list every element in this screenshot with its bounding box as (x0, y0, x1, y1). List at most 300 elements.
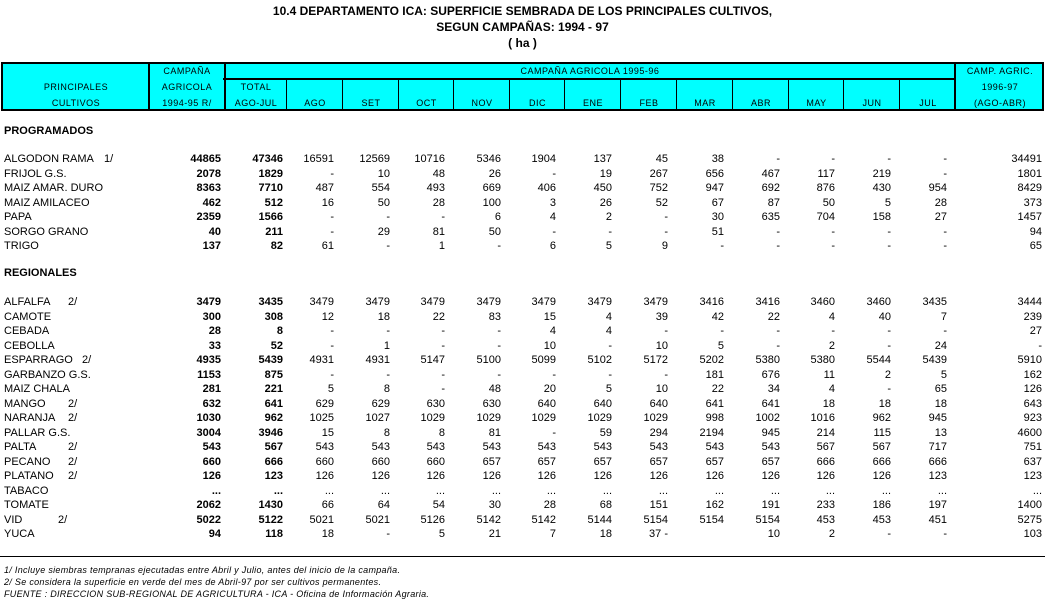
cell-value: - (943, 167, 947, 180)
cell-value: - (441, 383, 445, 395)
crop-name: ALFALFA (4, 296, 51, 308)
header-month-ene: ENE (582, 98, 603, 108)
cell-value: 666 (928, 455, 947, 468)
cell-value: 24 (934, 339, 947, 352)
cell-value: 137 (202, 240, 221, 252)
cell-value: - (720, 325, 724, 337)
table-row (0, 441, 1045, 455)
cell-value: - (552, 426, 556, 439)
cell-value: 5172 (643, 354, 668, 366)
cell-value: - (441, 211, 445, 223)
cell-value: - (441, 368, 445, 381)
table-row (0, 514, 1045, 528)
cell-value: 197 (928, 499, 947, 511)
cell-value: 19 (599, 167, 612, 180)
cell-value: 453 (816, 513, 835, 526)
header-month-may: MAY (806, 98, 827, 108)
cell-value: 1016 (810, 412, 835, 424)
cell-value: - (943, 225, 947, 238)
header-ago-abr: (AGO-ABR) (973, 98, 1026, 108)
cell-value: 947 (705, 182, 724, 194)
header-month-jul: JUL (919, 98, 937, 108)
cell-value: 26 (488, 167, 501, 180)
table-row (0, 499, 1045, 513)
cell-value: 67 (711, 196, 724, 209)
crop-name: TOMATE (4, 499, 49, 511)
cell-value: 5275 (1017, 513, 1042, 526)
cell-value: 1400 (1017, 499, 1042, 511)
cell-value: 115 (873, 426, 891, 439)
table-row (0, 528, 1045, 542)
crop-name: ALGODON RAMA (4, 153, 94, 165)
cell-value: 123 (928, 470, 947, 482)
cell-value: - (1038, 339, 1042, 352)
cell-value: 462 (202, 196, 221, 209)
cell-value: - (776, 325, 780, 337)
cell-value: 2062 (196, 499, 221, 511)
table-row (0, 211, 1045, 225)
cell-value: 221 (264, 383, 283, 395)
cell-value: 3444 (1017, 296, 1042, 308)
cell-value: 21 (488, 528, 501, 540)
cell-value: 30 (488, 499, 501, 511)
cell-value: 660 (202, 455, 221, 468)
cell-value: 1029 (420, 412, 445, 424)
cell-value: 5380 (810, 354, 835, 366)
cell-value: 752 (649, 182, 668, 194)
cell-value: 103 (1023, 528, 1042, 540)
cell-value: 7710 (258, 182, 283, 194)
cell-value: 40 (208, 225, 221, 238)
cell-value: 12569 (359, 153, 390, 165)
cell-value: 100 (482, 196, 501, 209)
table-row (0, 325, 1045, 339)
cell-value: - (943, 153, 947, 165)
footnote-ref: 2/ (68, 441, 78, 453)
cell-value: 126 (482, 470, 501, 482)
table-row (0, 456, 1045, 470)
cell-value: 28 (543, 499, 556, 511)
table-row (0, 383, 1045, 397)
crop-name: PALLAR G.S. (4, 426, 71, 439)
cell-value: 945 (761, 426, 780, 439)
cell-value: - (441, 325, 445, 337)
cell-value: 430 (872, 182, 891, 194)
cell-value: 186 (872, 499, 891, 511)
cell-value: 126 (202, 470, 221, 482)
cell-value: 1457 (1017, 211, 1042, 223)
cell-value: 1801 (1017, 167, 1042, 180)
cell-value: 126 (872, 470, 891, 482)
cell-value: 657 (593, 455, 612, 468)
cell-value: 22 (711, 383, 724, 395)
footnote-ref: 2/ (68, 455, 78, 468)
table-row (0, 197, 1045, 211)
cell-value: 666 (816, 455, 835, 468)
cell-value: - (776, 339, 780, 352)
cell-value: - (386, 211, 390, 223)
cell-value: 22 (767, 310, 780, 323)
cell-value: 162 (705, 499, 724, 511)
cell-value: - (386, 368, 390, 381)
cell-value: 52 (655, 196, 668, 209)
footnote-ref: 2/ (58, 513, 68, 526)
cell-value: 38 (711, 153, 724, 165)
header-campana-1995-96: CAMPAÑA AGRICOLA 1995-96 (520, 66, 660, 76)
cell-value: 660 (315, 455, 334, 468)
cell-value: 543 (705, 441, 724, 453)
cell-value: 45 (655, 153, 668, 165)
crop-name: CEBOLLA (4, 339, 55, 352)
cell-value: 5142 (476, 513, 501, 526)
crop-name: VID (4, 513, 23, 526)
cell-value: 629 (315, 397, 334, 410)
cell-value: 61 (321, 240, 334, 252)
cell-value: - (497, 368, 501, 381)
cell-value: 5022 (196, 513, 221, 526)
header-month-oct: OCT (416, 98, 437, 108)
cell-value: 10 (767, 528, 780, 540)
cell-value: 10 (655, 383, 668, 395)
cell-value: ... (546, 484, 556, 497)
cell-value: 640 (537, 397, 556, 410)
cell-value: - (330, 368, 334, 381)
cell-value: 630 (426, 397, 445, 410)
cell-value: 451 (928, 513, 947, 526)
cell-value: 487 (315, 182, 334, 194)
cell-value: 543 (315, 441, 334, 453)
cell-value: 2078 (196, 167, 221, 180)
section-regionales: REGIONALES (4, 267, 77, 279)
cell-value: 65 (934, 383, 947, 395)
crop-name: PALTA (4, 441, 37, 453)
cell-value: 151 (649, 499, 668, 511)
cell-value: 656 (705, 167, 724, 180)
crop-name: PECANO (4, 455, 51, 468)
header-month-abr: ABR (750, 98, 771, 108)
crop-name: SORGO GRANO (4, 225, 89, 238)
cell-value: 65 (1029, 240, 1042, 252)
cell-value: 692 (761, 182, 780, 194)
cell-value: 543 (482, 441, 501, 453)
cell-value: 1 (383, 339, 390, 352)
header-total: TOTAL (240, 82, 272, 92)
cell-value: 954 (928, 182, 947, 194)
cell-value: 1829 (258, 167, 283, 180)
cell-value: 2359 (196, 211, 221, 223)
cell-value: 81 (488, 426, 501, 439)
cell-value: 1029 (587, 412, 612, 424)
cell-value: 126 (537, 470, 556, 482)
cell-value: 5102 (587, 354, 612, 366)
table-title: 10.4 DEPARTAMENTO ICA: SUPERFICIE SEMBRADA DE LOS PRINCIPALES CULTIVOS, (272, 4, 773, 18)
cell-value: 42 (711, 310, 724, 323)
cell-value: 126 (816, 470, 835, 482)
cell-value: - (664, 225, 668, 238)
cell-value: 923 (1023, 412, 1042, 424)
cell-value: 373 (1023, 196, 1042, 209)
cell-value: 82 (270, 240, 283, 252)
cell-value: 52 (270, 339, 283, 352)
cell-value: ... (937, 484, 947, 497)
cell-value: 123 (1023, 470, 1042, 482)
cell-value: 5910 (1017, 354, 1042, 366)
cell-value: 1566 (258, 211, 283, 223)
cell-value: 751 (1023, 441, 1042, 453)
cell-value: 666 (872, 455, 891, 468)
cell-value: ... (602, 484, 612, 497)
cell-value: - (664, 325, 668, 337)
cell-value: 2 (828, 339, 835, 352)
cell-value: 18 (321, 528, 334, 540)
cell-value: 6 (494, 211, 501, 223)
header-month-dic: DIC (529, 98, 546, 108)
cell-value: 94 (1029, 225, 1042, 238)
cell-value: ... (1032, 484, 1042, 497)
cell-value: ... (825, 484, 835, 497)
cell-value: 48 (432, 167, 445, 180)
table-row (0, 485, 1045, 499)
cell-value: 10 (377, 167, 390, 180)
cell-value: 945 (928, 412, 947, 424)
cell-value: 5154 (643, 513, 668, 526)
cell-value: 16591 (303, 153, 334, 165)
cell-value: - (330, 339, 334, 352)
cell-value: 33 (208, 339, 221, 352)
table-row (0, 369, 1045, 383)
cell-value: 704 (816, 211, 835, 223)
cell-value: - (330, 211, 334, 223)
cell-value: 1030 (196, 412, 221, 424)
cell-value: 13 (934, 426, 947, 439)
cell-value: 126 (426, 470, 445, 482)
cell-value: 8 (383, 426, 390, 439)
cell-value: 9 (661, 240, 668, 252)
cell-value: 5021 (309, 513, 334, 526)
cell-value: 48 (488, 383, 501, 395)
cell-value: 4 (605, 310, 612, 323)
cell-value: 7 (940, 310, 947, 323)
cell-value: - (386, 528, 390, 540)
cell-value: 50 (488, 225, 501, 238)
cell-value: 5099 (531, 354, 556, 366)
cell-value: 962 (872, 412, 891, 424)
cell-value: - (386, 240, 390, 252)
cell-value: 660 (426, 455, 445, 468)
cell-value: ... (324, 484, 334, 497)
cell-value: 308 (264, 310, 283, 323)
cell-value: - (552, 368, 556, 381)
cell-value: 5 (884, 196, 891, 209)
cell-value: 3460 (866, 296, 891, 308)
cell-value: 5122 (258, 513, 283, 526)
cell-value: 5439 (922, 354, 947, 366)
cell-value: - (776, 225, 780, 238)
cell-value: 28 (432, 196, 445, 209)
cell-value: 12 (321, 310, 334, 323)
cell-value: - (887, 339, 891, 352)
cell-value: 630 (482, 397, 501, 410)
cell-value: 117 (817, 167, 835, 180)
cell-value: 47346 (252, 153, 283, 165)
cell-value: 3 (549, 196, 556, 209)
cell-value: 1029 (531, 412, 556, 424)
cell-value: 28 (208, 325, 221, 337)
cell-value: - (831, 153, 835, 165)
crop-name: ESPARRAGO (4, 354, 73, 366)
header-1996-97: 1996-97 (981, 82, 1019, 92)
cell-value: 8363 (196, 182, 221, 194)
header-month-feb: FEB (639, 98, 659, 108)
cell-value: ... (435, 484, 445, 497)
cell-value: 126 (593, 470, 612, 482)
cell-value: 543 (537, 441, 556, 453)
cell-value: - (887, 528, 891, 540)
cell-value: 3479 (587, 296, 612, 308)
cell-value: 300 (202, 310, 221, 323)
cell-value: 3435 (258, 296, 283, 308)
cell-value: - (887, 325, 891, 337)
cell-value: - (720, 240, 724, 252)
cell-value: 4 (605, 325, 612, 337)
cell-value: 8 (438, 426, 445, 439)
crop-name: YUCA (4, 528, 35, 540)
cell-value: 1904 (531, 153, 556, 165)
cell-value: 18 (599, 528, 612, 540)
header-cultivos: CULTIVOS (51, 98, 101, 108)
cell-value: 5126 (420, 513, 445, 526)
cell-value: 211 (265, 225, 283, 238)
cell-value: 641 (264, 397, 283, 410)
cell-value: 1 (438, 240, 445, 252)
cell-value: 629 (371, 397, 390, 410)
cell-value: 453 (872, 513, 891, 526)
cell-value: - (831, 325, 835, 337)
footnote-ref: 2/ (68, 412, 78, 424)
cell-value: 118 (265, 528, 283, 540)
footnote-ref: 1/ (104, 153, 114, 165)
cell-value: 5147 (420, 354, 445, 366)
cell-value: 657 (482, 455, 501, 468)
cell-value: 3460 (810, 296, 835, 308)
cell-value: 875 (264, 368, 283, 381)
cell-value: 543 (371, 441, 390, 453)
cell-value: 5 (438, 528, 445, 540)
cell-value: 16 (321, 196, 334, 209)
table-row (0, 240, 1045, 254)
crop-name: PAPA (4, 211, 32, 223)
cell-value: 2 (884, 368, 891, 381)
cell-value: 8 (276, 325, 283, 337)
cell-value: 962 (264, 412, 283, 424)
crop-name: CEBADA (4, 325, 50, 337)
cell-value: - (831, 240, 835, 252)
cell-value: 81 (432, 225, 445, 238)
cell-value: 34491 (1011, 153, 1042, 165)
cell-value: 34 (767, 383, 780, 395)
cell-value: 543 (649, 441, 668, 453)
cell-value: 137 (593, 153, 612, 165)
cell-value: - (943, 325, 947, 337)
cell-value: 181 (705, 368, 724, 381)
footnote-ref: 2/ (68, 397, 78, 410)
cell-value: ... (770, 484, 780, 497)
cell-value: 1025 (309, 412, 334, 424)
cell-value: 214 (816, 426, 835, 439)
cell-value: 4 (828, 383, 835, 395)
crop-name: MANGO (4, 397, 46, 410)
crop-name: TRIGO (4, 240, 39, 252)
cell-value: 3479 (476, 296, 501, 308)
cell-value: 10 (543, 339, 556, 352)
cell-value: - (664, 368, 668, 381)
cell-value: 10 (655, 339, 668, 352)
table-row (0, 340, 1045, 354)
table-row (0, 398, 1045, 412)
cell-value: 876 (816, 182, 835, 194)
table-row (0, 168, 1045, 182)
section-programados: PROGRAMADOS (4, 125, 94, 137)
cell-value: 40 (878, 310, 891, 323)
cell-value: 2 (828, 528, 835, 540)
cell-value: 27 (1029, 325, 1042, 337)
cell-value: ... (658, 484, 668, 497)
cell-value: 191 (761, 499, 780, 511)
table-subtitle: SEGUN CAMPAÑAS: 1994 - 97 (436, 20, 609, 34)
crop-name: MAIZ AMAR. DURO (4, 182, 104, 194)
crop-name: MAIZ CHALA (4, 383, 71, 395)
cell-value: 219 (872, 167, 891, 180)
header-campana: CAMPAÑA (163, 66, 211, 76)
cell-value: 467 (761, 167, 780, 180)
cell-value: 5 (940, 368, 947, 381)
cell-value: 543 (202, 441, 221, 453)
table-row (0, 470, 1045, 484)
cell-value: 126 (705, 470, 724, 482)
cell-value: 10716 (414, 153, 445, 165)
cell-value: - (441, 339, 445, 352)
table-row (0, 354, 1045, 368)
cell-value: 126 (1023, 383, 1042, 395)
cell-value: 5 (605, 240, 612, 252)
cell-value: 5144 (587, 513, 612, 526)
header-principales: PRINCIPALES (43, 82, 109, 92)
table-row (0, 296, 1045, 310)
cell-value: 267 (649, 167, 668, 180)
cell-value: 640 (593, 397, 612, 410)
cell-value: 5142 (531, 513, 556, 526)
cell-value: - (497, 240, 501, 252)
cell-value: 4600 (1017, 426, 1042, 439)
cell-value: 94 (208, 528, 221, 540)
cell-value: 567 (872, 441, 891, 453)
cell-value: - (664, 211, 668, 223)
cell-value: - (608, 339, 612, 352)
cell-value: 657 (649, 455, 668, 468)
cell-value: 3004 (196, 426, 221, 439)
cell-value: 5380 (755, 354, 780, 366)
cell-value: 50 (822, 196, 835, 209)
cell-value: 1029 (476, 412, 501, 424)
cell-value: 3479 (365, 296, 390, 308)
cell-value: 28 (934, 196, 947, 209)
header-1994-95: 1994-95 R/ (162, 98, 212, 108)
header-month-jun: JUN (862, 98, 882, 108)
cell-value: 30 (711, 211, 724, 223)
cell-value: 44865 (190, 153, 221, 165)
divider (0, 556, 1045, 557)
header-month-nov: NOV (471, 98, 493, 108)
